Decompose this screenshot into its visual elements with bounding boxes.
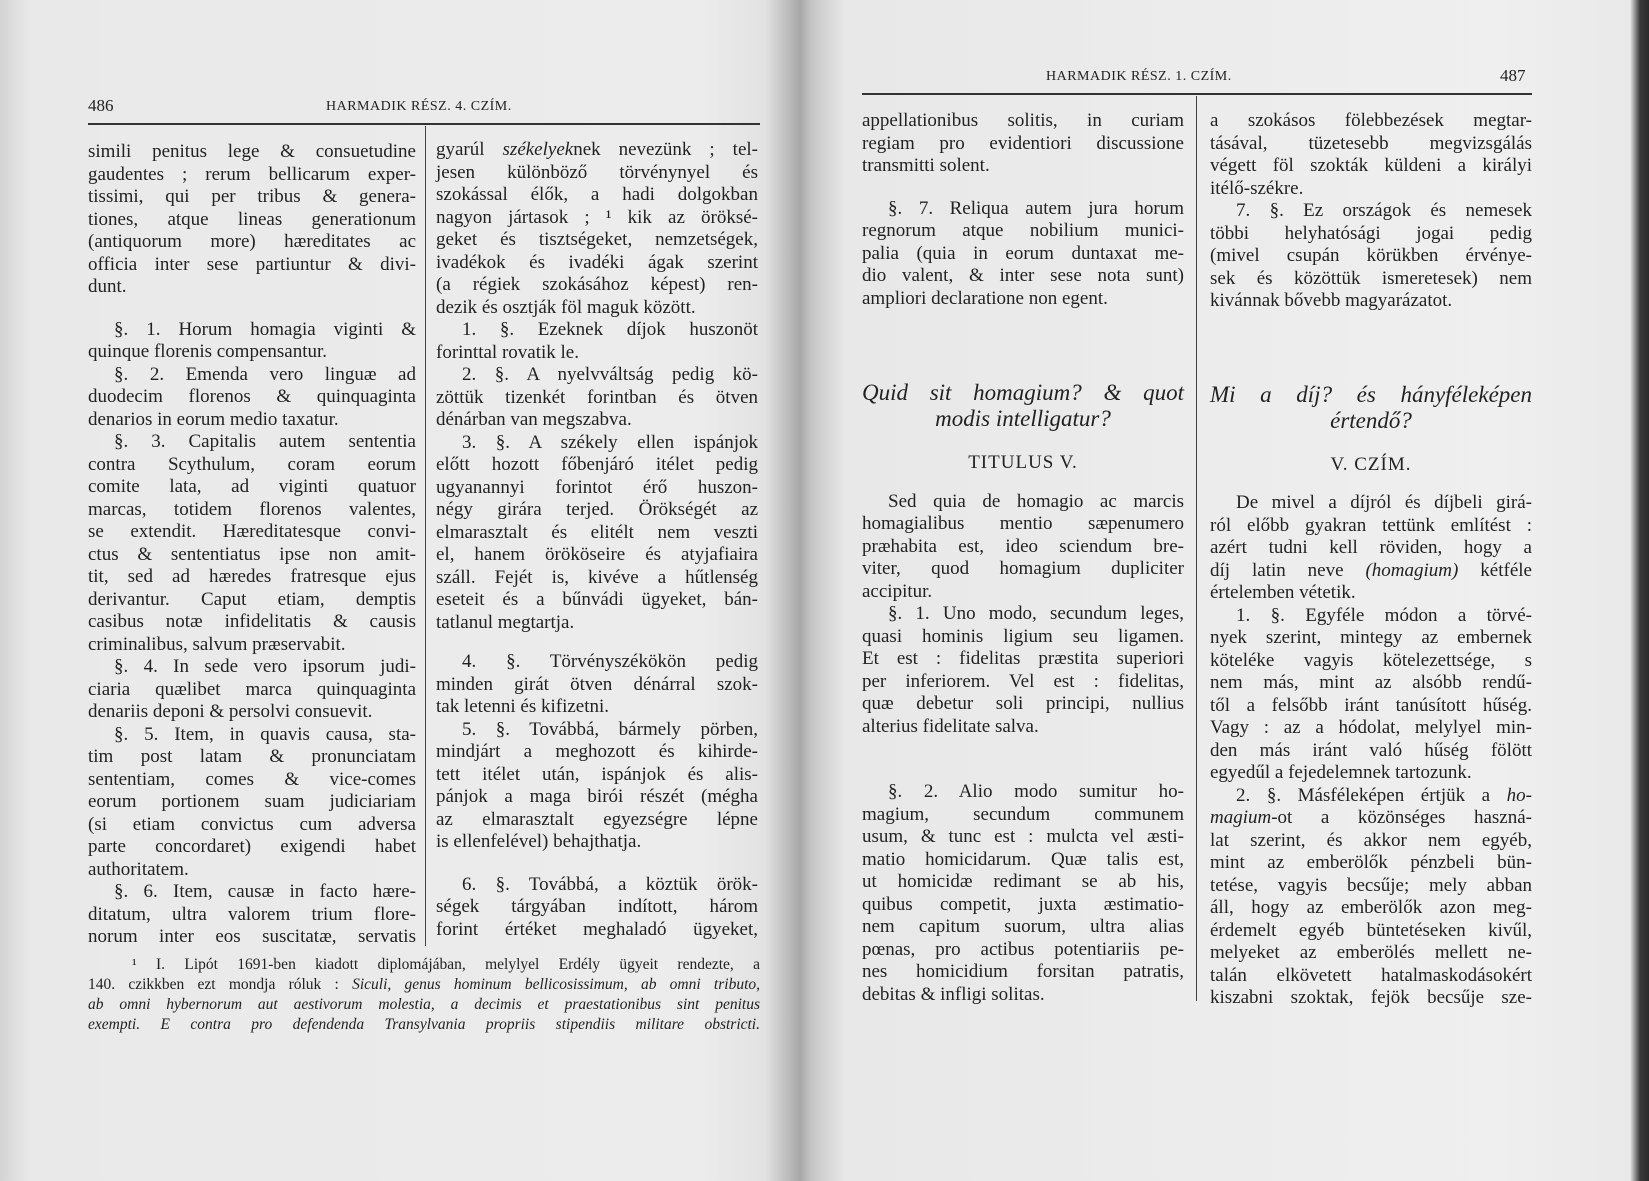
text-line: köteléke vagyis kötelezettsége, s (1210, 649, 1532, 671)
paragraph (88, 364, 416, 432)
text-line: értendő? (1330, 407, 1412, 433)
text-line: modis intelligatur? (935, 406, 1111, 431)
text-line: præhabita est, ideo sciendum bre- (862, 535, 1184, 557)
text-line: usum, & tunc est : mulcta vel æsti- (862, 826, 1184, 847)
text-line: kivánnak bővebb magyarázatot. (1210, 290, 1453, 311)
text-line: sententiam, comes & vice-comes (88, 768, 416, 790)
text-line: 2. §. A nyelvváltság pedig kö- (462, 364, 758, 385)
text-line: se extendit. Hæreditatesque convi- (88, 521, 416, 542)
text-line: comite lata, ad viginti quatuor (88, 476, 416, 497)
paragraph (1210, 492, 1532, 605)
text-line: sek és közöttük ismeretesek) nem (1210, 267, 1532, 289)
paragraph (862, 198, 1184, 311)
text-line: áll, hogy az emberölők azon meg- (1210, 897, 1532, 918)
section-heading (862, 380, 1184, 432)
text-column-hungarian (1210, 110, 1532, 1010)
text-line: 5. §. Továbbá, bármely pörben, (462, 718, 758, 740)
column-divider (1196, 96, 1197, 1001)
text-line: accipitur. (862, 580, 933, 602)
text-line: négy girára terjed. Örökségét az (436, 499, 758, 520)
text-line: magium, secundum communem (862, 803, 1184, 825)
paragraph (88, 656, 416, 724)
text-line: De mivel a díjról és díjbeli girá- (1236, 492, 1532, 513)
text-line: többi helyhatósági jogai pedig (1210, 222, 1532, 244)
paragraph (88, 319, 416, 364)
text-line: denariis deponi & persolvi consuevit. (88, 701, 373, 722)
text-line: gaudentes ; rerum bellicarum exper- (88, 163, 416, 185)
text-line: ampliori declaratione non egent. (862, 287, 1108, 309)
text-line (1210, 807, 1532, 830)
paragraph (862, 110, 1184, 178)
text-line: quinque florenis compensantur. (88, 341, 328, 362)
paragraph (436, 651, 758, 719)
text-line: §. 2. Emenda vero linguæ ad (114, 363, 416, 385)
text-line: nyek szerint, mintegy az embernek (1210, 627, 1532, 648)
text-line: Quid sit homagium? & quot (862, 380, 1184, 405)
text-line: (antiquorum more) hæreditates ac (88, 231, 416, 252)
left-page (0, 0, 800, 1181)
text-line: parte concordaret) exigendi habet (88, 836, 416, 857)
text-line: (mivel csupán körükben érvénye- (1210, 245, 1532, 266)
text-line: §. 1. Uno modo, secundum leges, (888, 603, 1184, 624)
text-line: geket és tisztségeket, nemzetségek, (436, 229, 758, 250)
paragraph (88, 881, 416, 949)
text-line: 3. §. A székely ellen ispánjok (462, 431, 758, 453)
text-column-hungarian (436, 139, 758, 941)
text-line (1210, 560, 1532, 583)
text-line: per inferiorem. Vel est : fidelitas, (862, 670, 1184, 692)
text-line: appellationibus solitis, in curiam (862, 110, 1184, 131)
text-line: matio homicidarum. Quæ talis est, (862, 848, 1184, 870)
text-line: től a felsőbb iránt tanúsított hűség. (1210, 694, 1532, 716)
paragraph (862, 491, 1184, 604)
text-line: forint értéket meghaladó ügyeket, (436, 918, 758, 940)
text-line: végett föl szokták küldeni a királyi (1210, 155, 1532, 176)
text-column-latin (862, 110, 1184, 1006)
text-line: is ellenfelével) behajthatja. (436, 831, 642, 852)
paragraph (436, 719, 758, 854)
text-line: lat szerint, és akkor nem egyéb, (1210, 829, 1532, 851)
text-line: duodecim florenos & quinquaginta (88, 386, 416, 407)
running-head: HARMADIK RÉSZ. 4. CZÍM. (326, 99, 512, 114)
text-line: §. 7. Reliqua autem jura horum (888, 197, 1184, 219)
text-line: quæ debetur soli principi, nullius (862, 693, 1184, 714)
italic-text: székelyek (502, 139, 574, 160)
text-line: eorum portionem suam judiciariam (88, 791, 416, 812)
text-line: 6. §. Továbbá, a köztük örök- (462, 873, 758, 895)
text-line: derivantur. Caput etiam, demptis (88, 588, 416, 610)
paragraph (862, 781, 1184, 1006)
text-line: palia (quia in eorum duntaxat me- (862, 242, 1184, 264)
paragraph (436, 364, 758, 432)
text-line: 4. §. Törvényszékökön pedig (462, 651, 758, 672)
text-segment: 140. czikkben ezt mondja róluk : (88, 976, 353, 993)
text-line: tiones, atque lineas generationum (88, 208, 416, 230)
text-line: norum inter eos suscitatæ, servatis (88, 926, 416, 947)
text-line: regiam pro evidentiori discussione (862, 132, 1184, 154)
text-line: tak letenni és kifizetni. (436, 696, 610, 717)
text-line: ségek tárgyában indított, három (436, 896, 758, 917)
text-line: eseteit és a bűnvádi ügyeket, bán- (436, 589, 758, 610)
text-line: officia inter sese partiuntur & divi- (88, 253, 416, 275)
text-line: tissimi, qui per tribus & genera- (88, 186, 416, 207)
text-line: simili penitus lege & consuetudine (88, 141, 416, 162)
paragraph (88, 724, 416, 882)
text-line: authoritatem. (88, 858, 189, 880)
text-line: den más iránt való hűség fölött (1210, 739, 1532, 761)
text-line: §. 4. In sede vero ipsorum judi- (114, 656, 416, 677)
text-line: kiszabni szoktak, fejök becsűje sze- (1210, 987, 1532, 1008)
text-line: §. 2. Alio modo sumitur ho- (888, 781, 1184, 802)
text-line: dio valent, & inter sese nota sunt) (862, 265, 1184, 286)
header-rule (862, 93, 1532, 95)
column-divider (425, 126, 426, 946)
text-line: tim post latam & pronunciatam (88, 746, 416, 767)
text-line: casibus notæ infidelitatis & causis (88, 611, 416, 632)
text-line: tásával, tüzetesebb megvizsgálás (1210, 132, 1532, 154)
paragraph (1210, 200, 1532, 313)
text-line: azért tudni kell röviden, hogy a (1210, 537, 1532, 558)
text-line: az elmarasztalt egyezségre lépne (436, 808, 758, 830)
text-line: ugyanannyi forintot érő huszon- (436, 476, 758, 498)
text-line: homagialibus mentio sæpenumero (862, 513, 1184, 534)
footnote (88, 955, 760, 1035)
text-line: Et est : fidelitas præstita superiori (862, 648, 1184, 669)
text-line (88, 1015, 760, 1035)
text-line: 1. §. Ezeknek díjok huszonöt (462, 319, 758, 340)
page-number: 487 (1500, 66, 1526, 85)
text-line: érdemelt egyéb büntetéseken kivűl, (1210, 919, 1532, 941)
text-line (88, 995, 760, 1015)
paragraph (88, 955, 760, 1035)
text-line: §. 3. Capitalis autem sententia (114, 431, 416, 452)
text-line: debitas & infligi solitas. (862, 983, 1045, 1005)
text-segment: gyarúl (436, 139, 503, 160)
text-line: §. 5. Item, in quavis causa, sta- (114, 723, 416, 745)
text-line: dunt. (88, 276, 127, 297)
text-line: 7. §. Ez országok és nemesek (1236, 200, 1532, 221)
text-line: forinttal rovatik le. (436, 341, 579, 363)
text-line: nes homicidium forsitan patratis, (862, 961, 1184, 982)
text-line: el, hanem örököseire és atyjafiaira (436, 544, 758, 565)
text-line (88, 975, 760, 995)
text-line: 1. §. Egyféle módon a törvé- (1236, 604, 1532, 626)
text-line: ctus & sententiatus ipse non amit- (88, 543, 416, 565)
text-line: nagyon jártasok ; ¹ kik az öröksé- (436, 206, 758, 228)
text-line: pœnas, pro actibus potentiariis pe- (862, 938, 1184, 960)
text-line: V. CZÍM. (1330, 453, 1412, 475)
text-line: ciaria quælibet marca quinquaginta (88, 678, 416, 700)
text-column-latin (88, 141, 416, 949)
italic-text: ho- (1506, 784, 1532, 806)
section-title (1210, 454, 1532, 477)
text-segment: nek nevezünk ; tel- (573, 139, 758, 160)
text-line: Sed quia de homagio ac marcis (888, 490, 1184, 512)
text-line: mint az emberölők pénzbeli bün- (1210, 852, 1532, 873)
text-line: §. 6. Item, causæ in facto hære- (114, 881, 416, 902)
text-line: zöttük tizenkét forintban és ötven (436, 386, 758, 408)
text-line: quasi hominis ligium seu ligamen. (862, 625, 1184, 647)
text-line: ditatum, ultra valorem trium flore- (88, 903, 416, 925)
text-line: ut homicidæ redimant se ab his, (862, 871, 1184, 892)
header-rule (88, 123, 760, 125)
text-segment: díj latin neve (1210, 559, 1366, 581)
text-line: Mi a díj? és hányféleképen (1210, 381, 1532, 407)
text-line: denarios in eorum medio taxatur. (88, 408, 339, 430)
text-line: ¹ I. Lipót 1691-ben kiadott diplomájában, melylyel Erdély ügyeit rendezte, a (132, 956, 760, 973)
text-line: itélő-székre. (1210, 177, 1304, 199)
text-line: TITULUS V. (968, 452, 1078, 473)
text-line: (a régiek szokásához képest) ren- (436, 274, 758, 295)
italic-text: magium (1210, 807, 1272, 828)
text-line: tett itélet után, ispánjok és alis- (436, 763, 758, 785)
paragraph (436, 432, 758, 635)
paragraph (862, 603, 1184, 738)
text-line: elmarasztalt és elitélt nem veszti (436, 521, 758, 543)
text-line: mindjárt a meghozott és kihirde- (436, 741, 758, 762)
text-line: száll. Fejét is, kivéve a hűtlenség (436, 566, 758, 588)
text-line: regnorum atque nobilium munici- (862, 220, 1184, 241)
text-line: előtt hozott főbenjáró itélet pedig (436, 454, 758, 475)
text-line: tatlanul megtartja. (436, 611, 575, 633)
text-line: melyeket az emberölés mellett ne- (1210, 942, 1532, 963)
text-line: contra Scythulum, coram eorum (88, 453, 416, 475)
text-line: jesen különböző törvénynyel és (436, 161, 758, 183)
text-line (436, 139, 758, 162)
text-line: transmitti solent. (862, 155, 990, 176)
text-line: Vagy : az a hódolat, melylyel min- (1210, 717, 1532, 738)
text-line: pánjok a maga birói részét (mégha (436, 786, 758, 807)
text-line: viter, quod homagium dupliciter (862, 558, 1184, 579)
page-number: 486 (88, 96, 114, 115)
right-page (800, 0, 1649, 1181)
paragraph (88, 141, 416, 299)
paragraph (436, 319, 758, 364)
section-heading (1210, 382, 1532, 434)
text-line: dezik és osztják föl maguk között. (436, 296, 696, 318)
italic-text: ab omni hybernorum aut aestivorum molestia, a decimis et praestationibus sint penitus (88, 996, 760, 1013)
paragraph (1210, 110, 1532, 200)
text-line: ról előbb gyakran tettünk említést : (1210, 514, 1532, 536)
text-line: a szokásos fölebbezések megtar- (1210, 110, 1532, 131)
text-line: egyedűl a fejedelemnek tartozunk. (1210, 762, 1472, 783)
text-line: ivadékok és ivadéki ágak szerint (436, 251, 758, 273)
text-segment: 2. §. Másféleképen értjük a (1236, 784, 1507, 806)
paragraph (88, 431, 416, 656)
italic-text: Siculi, genus hominum bellicosissimum, ab omni tributo, (352, 976, 760, 993)
text-line (1210, 785, 1532, 808)
paragraph (1210, 605, 1532, 785)
paragraph (436, 139, 758, 319)
text-line: quibus competit, juxta æstimatio- (862, 893, 1184, 915)
running-head: HARMADIK RÉSZ. 1. CZÍM. (1046, 69, 1232, 84)
text-line: criminalibus, salvum præservabit. (88, 633, 346, 655)
paragraph (1210, 785, 1532, 1010)
text-line: (si etiam convictus cum adversa (88, 813, 416, 835)
section-title (862, 452, 1184, 475)
text-line: tit, sed ad hæredes fratresque ejus (88, 566, 416, 587)
paragraph (436, 874, 758, 942)
italic-text: exempti. E contra pro defendenda Transylvania propriis stipendiis militare obstricti. (88, 1016, 760, 1033)
text-line: dénárban van megszabva. (436, 409, 632, 430)
text-line: nem más, mint az alsóbb rendű- (1210, 672, 1532, 693)
text-segment: -ot a közönséges haszná- (1271, 807, 1532, 828)
text-line: marcas, totidem florenos valentes, (88, 498, 416, 520)
text-line: minden girát ötven dénárral szok- (436, 673, 758, 695)
text-segment: kétféle (1458, 559, 1532, 581)
text-line: nem capitum suorum, ultra alias (862, 916, 1184, 937)
text-line: szokással élők, a hadi dolgokban (436, 184, 758, 205)
text-line: §. 1. Horum homagia viginti & (114, 318, 416, 340)
text-line: alterius fidelitate salva. (862, 715, 1039, 737)
text-line: tetése, vagyis becsűje; mely abban (1210, 874, 1532, 896)
italic-text: (homagium) (1365, 559, 1459, 581)
text-line: értelemben vétetik. (1210, 582, 1356, 603)
text-line: talán elkövetett hatalmaskodásokért (1210, 964, 1532, 986)
